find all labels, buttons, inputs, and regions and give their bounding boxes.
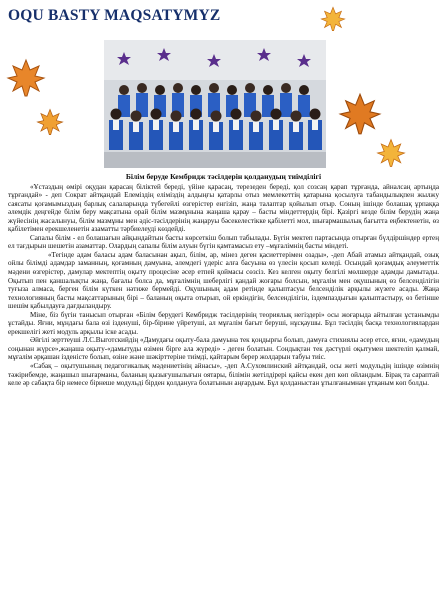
paragraph: Сапалы білім - ел болашағын айқындайтын басты көрсеткіш болып табылады. Бүгін мектеп партасында отырған бүлдіршіндер ертең ел тағдырын шешетін азаматтар. Олардың сапалы білім алуын бүгін қамтамасыз ету –мұғалімнің басты міндеті. xyxy=(8,233,439,251)
page-title: OQU BASTY MAQSATYMYZ xyxy=(8,7,221,24)
paragraph: «Тегінде адам баласы адам баласынан ақыл, білім, ар, мінез деген қасиеттерімен озады», -деп Абай атамыз айтқандай, озық ойлы білімді адамдар заманның, қоғамның дамуына, әлемдегі үдеріс алға басуына өз үлесін қосып келеді. Осындай қоғамдық әлеуметтік мәдени өзгерістер, дамулар мектептің оқыту процесіне әсер етпей қоймасы сөзсіз. Кез келген оқыту белгілі мөлшерде адамды дамытады. Оқытып пен қаншалықты жаңа, бағалы болса да, мұғалімнің шеберлігі қандай жоғары болсын, мұғалім мен оқушының өз белсенділігін туғыза алмаса, берген білім күткен нәтиже бермейді. Оқушының адам ретінде қалыптасуы белсенділік арқылы жүзеге асады. Жаңа технологияның басты мақсаттарының бірі – баланың оқыта отырып, ой еркіндігін, белсенділігін, іздемпаздығын қалыптастыру, өз бетінше шешім қабылдауға дағдыландыру. xyxy=(8,250,439,311)
maple-leaf-icon xyxy=(6,58,46,98)
maple-leaf-icon xyxy=(376,138,406,168)
paragraph: Әйгілі зерттеуші Л.С.Выготскийдің «Дамудағы оқыту-бала дамуына тек қоңдырғы болып, дамуға стихиялы әсер етсе, яғни, «дамудың соңынан жүрсе»,жаңаша оқыту-«дамытуды өзімен бірге ала жүреді» - деген болатын. Сондықтан тек дәстүрлі оқытумен шектеліп қалмай, мұғалім әрқашан ізденісте болып, өзіне және шәкірттеріне тиімді, қайтарым берер жолдарын табуы тиіс. xyxy=(8,336,439,362)
maple-leaf-icon xyxy=(320,6,346,32)
article-body xyxy=(8,173,439,388)
maple-leaf-icon xyxy=(36,108,64,136)
maple-leaf-icon xyxy=(338,92,382,136)
paragraph: Міне, біз бүгін танысып отырған «Білім берудегі Кембридж тәсілдерінің теориялық негіздері» осы жоғарыда айтылған ұстанымды ұстайды. Яғни, мұндағы бала өзі ізденуші, бір-бірине үйретуші, ал мұғалім бағыт беруші, нұсқаушы. Бұл тәсілдің басқа технологиялардан ерекшелігі жеті модуль арқылы іске асады. xyxy=(8,310,439,336)
group-photo xyxy=(104,40,326,168)
paragraph: «Ұстаздың өмірі оқудан қарасаң біліктей береді, үйіне қарасаң, терезеден береді, қол созсаң қарап тұрғанда, айналсаң артыңда тұрғандай» - деп Сократ айтқандай Елеміздің еліміздің алдыңғы қатарлы отыз мемлекеттің қатарына қосылуға табандылықпен жылжу саясаты қоғамымыздың барлық салаларында түбегейлі өзгерістер енгізіп, жаңа талаптар қойылып отыр. Соның ішінде болашақ ұрпаққа әлемдік деңгейде білім беру мақсатына орай білім мазмұнына жаңаша қарау – басты міндеттердің бірі. Қазіргі кезде білім берудің жаңа жүйесінің жасалынуы, білім мазмұны мен әдіс-тәсілдерінің жаңаруы бәсекелестікке қабілетті мол, шығармашылық бағытта еңбектенетін, өз қабілетімен ерекшеленетін азаматты тәрбиелеуді көздейді. xyxy=(8,182,439,234)
article-heading: Білім беруде Кембридж тәсілдерін қолданудың тиімділігі xyxy=(125,172,322,181)
paragraph: «Сабақ – оқытушының педагогикалық мәдениетінің айнасы», -деп А.Сухомлинский айтқандай, осы жеті модульдің ішінде өзімнің тәжірибемде, жаңашыл шығарманы, баланың қызығушылығын оятары, білімін жетілдірері қайсы екен деп көп ойландым. Бірақ та сараптай келе әр сабақта бір немесе бірнеше модульді бірден қолдануға болатынын аңғардым. Бұл қолданыстан ұтылғанымнан ұтқаным көп болды. xyxy=(8,362,439,388)
